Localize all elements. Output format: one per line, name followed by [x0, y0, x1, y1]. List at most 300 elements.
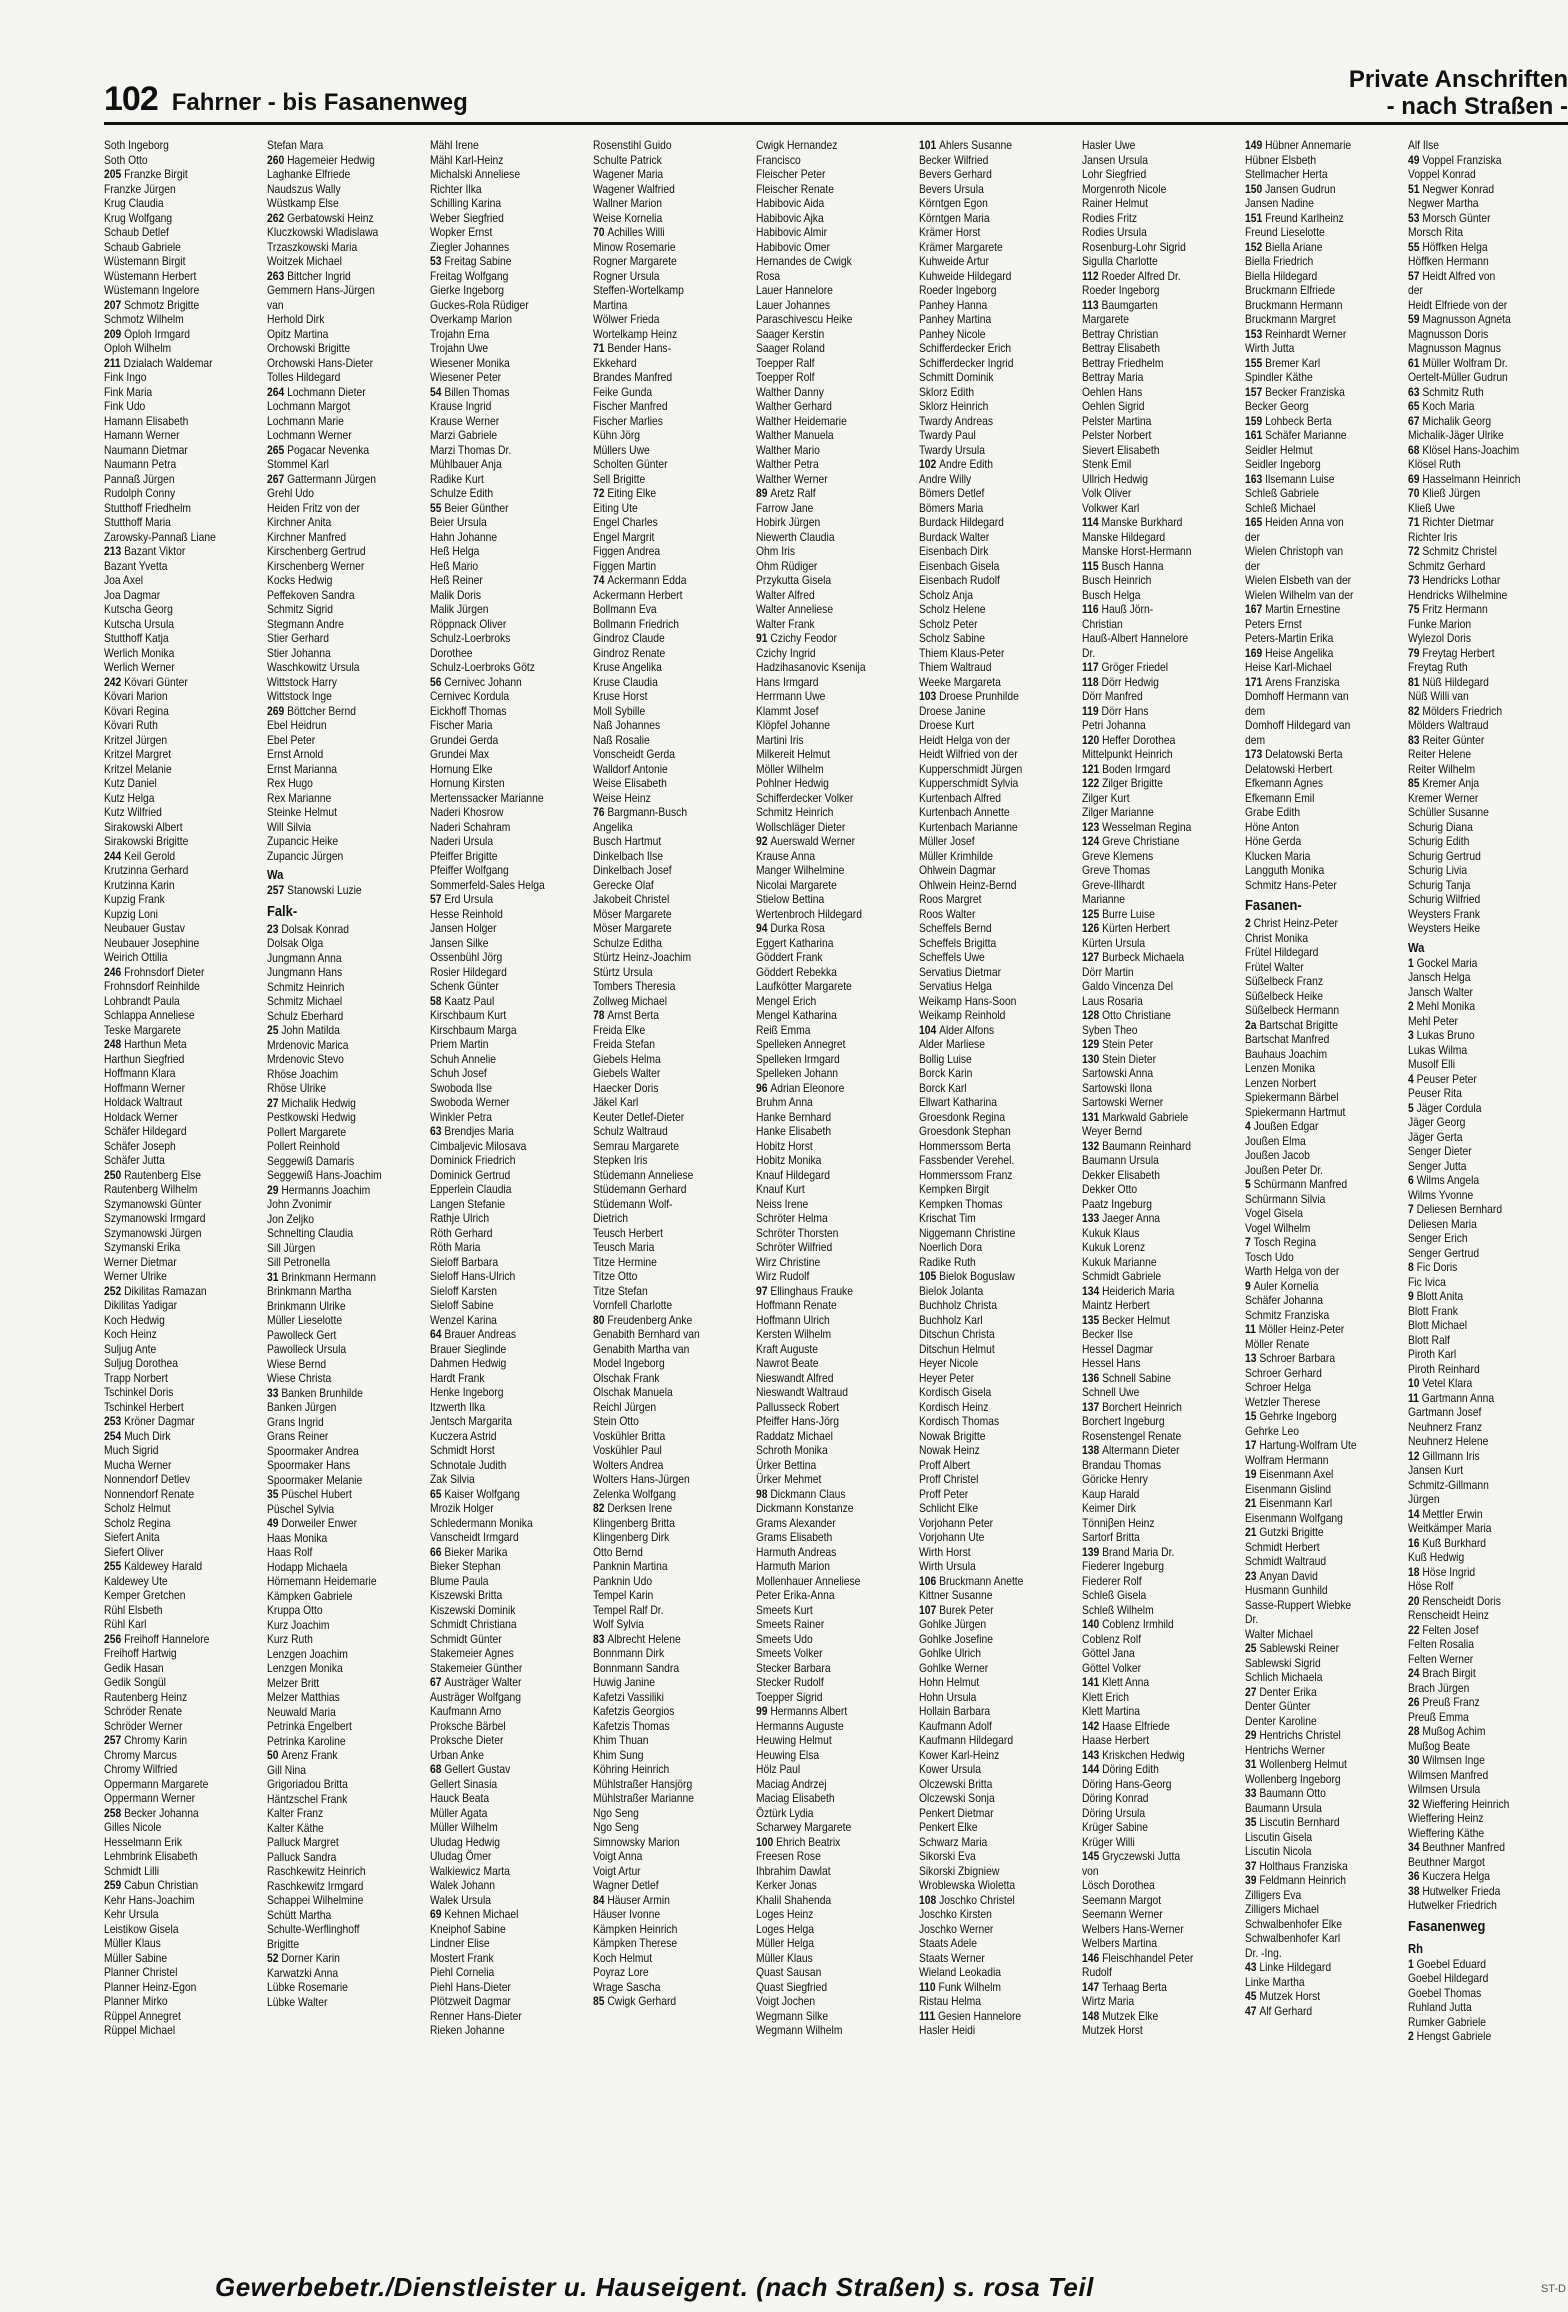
- resident-name: Rautenberg Wilhelm: [104, 1182, 198, 1196]
- resident-name: Wroblewska Wioletta: [919, 1878, 1016, 1892]
- directory-column: [593, 138, 733, 2260]
- resident-name: Freund Karlheinz: [1265, 210, 1344, 225]
- resident-name: Schürmann Manfred: [1253, 1177, 1348, 1191]
- resident-entry: [430, 1646, 570, 1661]
- resident-entry: [104, 559, 244, 574]
- resident-name: Peffekoven Sandra: [267, 587, 355, 602]
- section-heading-line2: - nach Straßen -: [1386, 93, 1568, 120]
- resident-entry: [1408, 834, 1518, 849]
- resident-name: Seggewiß Damaris: [267, 1153, 355, 1168]
- resident-name: Jentsch Margarita: [430, 1414, 513, 1428]
- resident-entry: [104, 457, 244, 472]
- resident-name: Schäfer Johanna: [1245, 1293, 1324, 1307]
- resident-name: Liscutin Gisela: [1245, 1829, 1313, 1844]
- resident-entry: [593, 878, 733, 893]
- resident-entry: [756, 1211, 896, 1226]
- resident-name: Knauf Kurt: [756, 1182, 805, 1196]
- resident-entry: [593, 646, 733, 661]
- resident-entry: [267, 1212, 407, 1227]
- resident-name: Wylezol Doris: [1408, 631, 1471, 645]
- resident-entry: [1082, 573, 1222, 588]
- resident-entry: [1082, 1762, 1222, 1777]
- resident-entry: [430, 965, 570, 980]
- resident-entry: [430, 1806, 570, 1821]
- resident-entry: [756, 457, 896, 472]
- resident-name: Heise Angelika: [1265, 645, 1334, 660]
- resident-entry: [1082, 341, 1222, 356]
- resident-name: Kordisch Heinz: [919, 1399, 989, 1414]
- resident-entry: [919, 370, 1059, 385]
- resident-entry: [756, 849, 896, 864]
- resident-name: Blott Frank: [1408, 1303, 1458, 1318]
- resident-name: Stier Johanna: [267, 645, 331, 660]
- house-number: 104: [919, 1022, 940, 1037]
- house-number: 31: [1245, 1757, 1260, 1771]
- resident-name: Stecker Rudolf: [756, 1675, 824, 1689]
- resident-entry: [1082, 298, 1222, 313]
- resident-name: Saager Kerstin: [756, 326, 825, 341]
- resident-name: Kritzel Melanie: [104, 761, 172, 776]
- resident-entry: [104, 1603, 244, 1618]
- resident-name: Proksche Bärbel: [430, 1718, 506, 1733]
- resident-entry: [1408, 1420, 1518, 1435]
- resident-name: Schmitz Michael: [267, 994, 343, 1008]
- resident-entry: [756, 1313, 896, 1328]
- resident-name: Fassbender Verehel.: [919, 1153, 1015, 1167]
- house-number: 49: [1408, 152, 1423, 167]
- resident-name: Sartowski Ilona: [1082, 1080, 1152, 1095]
- resident-entry: [1082, 1400, 1222, 1415]
- resident-entry: [919, 1037, 1059, 1052]
- resident-entry: [1245, 559, 1385, 574]
- house-number: 138: [1082, 1443, 1103, 1457]
- resident-name: Brauer Andreas: [444, 1327, 517, 1341]
- resident-name: Wilms Yvonne: [1408, 1187, 1474, 1202]
- resident-name: Maciag Elisabeth: [756, 1791, 835, 1805]
- resident-entry: [1245, 1873, 1385, 1888]
- resident-name: Swoboda Werner: [430, 1095, 510, 1109]
- resident-name: Kluczkowski Wladislawa: [267, 225, 379, 239]
- resident-entry: [593, 1878, 733, 1893]
- resident-name: Otto Bernd: [593, 1544, 643, 1559]
- resident-entry: [756, 1356, 896, 1371]
- resident-name: Giebels Walter: [593, 1066, 661, 1080]
- resident-name: Orchowski Hans-Dieter: [267, 355, 374, 370]
- resident-entry: [1408, 501, 1518, 516]
- resident-name: Domhoff Hildegard van: [1245, 718, 1351, 732]
- resident-name: Brinkmann Martha: [267, 1284, 352, 1298]
- resident-entry: [267, 1821, 407, 1836]
- resident-name: Lauer Hannelore: [756, 283, 833, 297]
- house-number: 57: [1408, 268, 1423, 283]
- resident-entry: [919, 1791, 1059, 1806]
- resident-name: Walther Petra: [756, 457, 819, 471]
- resident-name: Steinke Helmut: [267, 805, 337, 819]
- resident-name: Laus Rosaria: [1082, 993, 1143, 1008]
- resident-entry: [267, 399, 407, 414]
- resident-entry: [919, 1878, 1059, 1893]
- resident-entry: [593, 1632, 733, 1647]
- resident-entry: [430, 631, 570, 646]
- resident-name: Zilligers Michael: [1245, 1902, 1319, 1916]
- resident-entry: [1408, 1971, 1518, 1986]
- house-number: 100: [756, 1834, 777, 1849]
- resident-entry: [919, 994, 1059, 1009]
- resident-entry: [1082, 1197, 1222, 1212]
- resident-name: Bielok Jolanta: [919, 1283, 984, 1298]
- resident-name: Hohn Helmut: [919, 1675, 980, 1689]
- house-number: 122: [1082, 776, 1103, 790]
- resident-entry: [267, 1937, 407, 1952]
- resident-entry: [1245, 1830, 1385, 1845]
- resident-entry: [756, 1037, 896, 1052]
- resident-entry: [430, 1023, 570, 1038]
- resident-entry: [267, 1009, 407, 1024]
- resident-name: der: [1408, 283, 1423, 297]
- resident-entry: [1245, 631, 1385, 646]
- resident-entry: [267, 1328, 407, 1343]
- resident-entry: [430, 1356, 570, 1371]
- resident-name: von: [1082, 1863, 1099, 1878]
- resident-entry: [430, 1762, 570, 1777]
- resident-entry: [919, 486, 1059, 501]
- resident-name: Freihoff Hartwig: [104, 1646, 177, 1660]
- resident-entry: [1245, 1250, 1385, 1265]
- resident-name: Röth Gerhard: [430, 1225, 493, 1240]
- resident-entry: [593, 1066, 733, 1081]
- resident-name: Bittcher Ingrid: [287, 268, 351, 283]
- resident-name: Oploh Irmgard: [124, 326, 191, 341]
- resident-entry: [430, 312, 570, 327]
- house-number: 119: [1082, 703, 1102, 718]
- resident-name: Morsch Rita: [1408, 225, 1464, 239]
- resident-entry: [430, 283, 570, 298]
- resident-entry: [593, 1893, 733, 1908]
- resident-entry: [593, 631, 733, 646]
- resident-entry: [1245, 878, 1385, 893]
- resident-name: Scholz Helene: [919, 602, 986, 616]
- resident-entry: [1245, 945, 1385, 960]
- resident-name: Kließ Jürgen: [1422, 486, 1481, 500]
- house-number: 115: [1082, 558, 1102, 573]
- resident-name: Lohr Siegfried: [1082, 167, 1147, 181]
- resident-name: Kupperschmidt Jürgen: [919, 761, 1023, 776]
- page-title: Fahrner - bis Fasanenweg: [171, 89, 468, 116]
- resident-entry: [919, 805, 1059, 820]
- resident-entry: [756, 1153, 896, 1168]
- resident-entry: [267, 414, 407, 429]
- resident-entry: [267, 617, 407, 632]
- resident-entry: [267, 1313, 407, 1328]
- resident-entry: [593, 791, 733, 806]
- resident-entry: [919, 211, 1059, 226]
- resident-name: Grehl Udo: [267, 486, 315, 500]
- resident-name: Eisenbach Rudolf: [919, 573, 1000, 587]
- resident-entry: [1245, 675, 1385, 690]
- resident-name: Baumann Reinhard: [1102, 1138, 1192, 1153]
- house-number: 10: [1408, 1376, 1423, 1390]
- resident-entry: [1408, 457, 1518, 472]
- resident-name: Hessel Dagmar: [1082, 1341, 1154, 1356]
- resident-entry: [1408, 1608, 1518, 1623]
- resident-name: Dörr Manfred: [1082, 689, 1143, 703]
- resident-name: Rosenstihl Guido: [593, 138, 672, 152]
- resident-name: Petri Johanna: [1082, 718, 1146, 732]
- resident-entry: [919, 443, 1059, 458]
- resident-name: Wolters Andrea: [593, 1457, 664, 1472]
- resident-entry: [919, 1675, 1059, 1690]
- resident-entry: [267, 820, 407, 835]
- resident-entry: [919, 283, 1059, 298]
- resident-entry: [430, 1284, 570, 1299]
- resident-name: Jon Zeljko: [267, 1211, 315, 1226]
- resident-entry: [267, 1763, 407, 1778]
- resident-entry: [593, 182, 733, 197]
- house-number: 91: [756, 631, 771, 645]
- resident-name: Priem Martin: [430, 1037, 489, 1051]
- resident-name: Keuter Detlef-Dieter: [593, 1109, 685, 1124]
- resident-name: Oploh Wilhelm: [104, 341, 172, 355]
- resident-entry: [267, 138, 407, 153]
- resident-name: Gillmann Iris: [1422, 1448, 1480, 1463]
- resident-name: Dominick Friedrich: [430, 1153, 516, 1167]
- resident-name: Sigulla Charlotte: [1082, 254, 1158, 268]
- house-number: 55: [1408, 239, 1423, 254]
- resident-name: Grans Reiner: [267, 1429, 329, 1443]
- resident-entry: [1082, 1980, 1222, 1995]
- resident-name: Jansch Helga: [1408, 970, 1471, 984]
- resident-entry: [1245, 254, 1385, 269]
- resident-entry: [756, 399, 896, 414]
- resident-entry: [1408, 660, 1518, 675]
- resident-entry: [1082, 602, 1222, 617]
- resident-name: Spelleken Irmgard: [756, 1051, 840, 1066]
- resident-entry: [1082, 776, 1222, 791]
- resident-name: Kruse Claudia: [593, 674, 658, 689]
- resident-entry: [1408, 1275, 1518, 1290]
- resident-name: Bruckmann Hermann: [1245, 297, 1343, 312]
- resident-entry: [104, 878, 244, 893]
- resident-name: Rühl Elsbeth: [104, 1602, 163, 1617]
- house-number: 254: [104, 1428, 125, 1443]
- resident-entry: [267, 1081, 407, 1096]
- resident-name: Beier Günther: [444, 500, 509, 515]
- resident-name: Thiem Waltraud: [919, 660, 992, 674]
- resident-entry: [104, 1052, 244, 1067]
- resident-name: Droese Kurt: [919, 718, 975, 732]
- resident-entry: [919, 1197, 1059, 1212]
- resident-entry: [919, 472, 1059, 487]
- resident-entry: [1245, 414, 1385, 429]
- resident-name: Freytag Ruth: [1408, 660, 1468, 674]
- resident-entry: [104, 646, 244, 661]
- resident-name: Trojahn Erna: [430, 326, 490, 341]
- resident-name: Schurig Gertrud: [1408, 848, 1481, 863]
- resident-entry: [919, 1313, 1059, 1328]
- resident-name: Twardy Paul: [919, 428, 976, 442]
- resident-name: Mühlbauer Anja: [430, 457, 502, 471]
- resident-name: Magnusson Agneta: [1422, 312, 1511, 326]
- resident-entry: [104, 631, 244, 646]
- resident-entry: [430, 1516, 570, 1531]
- resident-name: Lösch Dorothea: [1082, 1878, 1155, 1892]
- resident-entry: [593, 588, 733, 603]
- resident-entry: [1408, 1666, 1518, 1681]
- resident-name: Dolsak Konrad: [281, 921, 350, 936]
- resident-name: Vogel Gisela: [1245, 1206, 1303, 1220]
- resident-name: Maintz Herbert: [1082, 1298, 1150, 1312]
- resident-entry: [1408, 878, 1518, 893]
- resident-entry: [1408, 1391, 1518, 1406]
- resident-name: Herrmann Uwe: [756, 689, 826, 703]
- resident-entry: [756, 1791, 896, 1806]
- resident-name: Durka Rosa: [770, 921, 825, 935]
- resident-name: Voigt Artur: [593, 1863, 641, 1878]
- resident-name: Naderi Schahram: [430, 819, 511, 834]
- resident-entry: [1245, 1525, 1385, 1540]
- resident-name: Heiderich Maria: [1102, 1283, 1175, 1298]
- resident-name: Müller Wolfram Dr.: [1422, 355, 1508, 370]
- resident-name: Deliesen Maria: [1408, 1216, 1477, 1231]
- resident-entry: [430, 298, 570, 313]
- resident-name: Voppel Konrad: [1408, 167, 1476, 181]
- resident-name: Zilger Marianne: [1082, 805, 1154, 819]
- resident-entry: [1408, 486, 1518, 501]
- resident-name: Farrow Jane: [756, 500, 814, 515]
- resident-entry: [756, 1559, 896, 1574]
- resident-name: Angelika: [593, 819, 633, 834]
- house-number: 5: [1408, 1100, 1417, 1115]
- resident-name: Schurig Diana: [1408, 819, 1473, 834]
- resident-name: Gehrke Ingeborg: [1259, 1409, 1337, 1423]
- resident-entry: [267, 501, 407, 516]
- resident-entry: [756, 2009, 896, 2024]
- resident-name: Schröter Helma: [756, 1211, 828, 1225]
- resident-entry: [593, 617, 733, 632]
- resident-name: Wesselman Regina: [1102, 819, 1192, 834]
- resident-entry: [1408, 559, 1518, 574]
- resident-name: Kaiser Wolfgang: [444, 1486, 520, 1501]
- resident-entry: [430, 863, 570, 878]
- resident-entry: [267, 980, 407, 995]
- house-number: 24: [1408, 1666, 1423, 1680]
- resident-entry: [267, 1342, 407, 1357]
- resident-entry: [1245, 805, 1385, 820]
- resident-entry: [267, 1052, 407, 1067]
- resident-name: Plötzweit Dagmar: [430, 1994, 511, 2008]
- resident-name: Baumann Ursula: [1082, 1153, 1159, 1167]
- resident-name: Krutzinna Gerhard: [104, 863, 189, 877]
- resident-name: Malik Jürgen: [430, 602, 489, 616]
- house-number: 209: [104, 326, 125, 341]
- district-heading: Rh: [1408, 1940, 1423, 1956]
- house-number: 105: [919, 1269, 940, 1283]
- resident-entry: [1082, 1008, 1222, 1023]
- resident-entry: [1408, 1753, 1518, 1768]
- resident-name: Galdo Vincenza Del: [1082, 979, 1174, 993]
- resident-entry: [430, 1197, 570, 1212]
- resident-entry: [267, 1589, 407, 1604]
- house-number: 12: [1408, 1448, 1423, 1463]
- house-number: 3: [1408, 1028, 1417, 1042]
- resident-entry: [593, 1936, 733, 1951]
- house-number: 30: [1408, 1753, 1423, 1767]
- resident-name: Göddert Frank: [756, 950, 823, 964]
- resident-name: Poyraz Lore: [593, 1965, 649, 1979]
- resident-name: Paatz Ingeburg: [1082, 1196, 1153, 1211]
- resident-entry: [267, 1110, 407, 1125]
- resident-name: Wertenbroch Hildegard: [756, 906, 862, 921]
- resident-entry: [430, 704, 570, 719]
- resident-entry: [430, 1864, 570, 1879]
- resident-name: Titze Hermine: [593, 1254, 657, 1269]
- resident-entry: [267, 922, 407, 937]
- resident-name: Wielen Christoph van: [1245, 544, 1344, 558]
- resident-name: Kalter Franz: [267, 1806, 324, 1820]
- resident-entry: [593, 1588, 733, 1603]
- house-number: 70: [1408, 486, 1423, 500]
- resident-name: Droese Janine: [919, 703, 986, 718]
- resident-entry: [593, 225, 733, 240]
- resident-entry: [593, 820, 733, 835]
- resident-name: Szymanowski Irmgard: [104, 1211, 206, 1225]
- house-number: 85: [593, 1994, 608, 2008]
- resident-entry: [430, 805, 570, 820]
- resident-entry: [1245, 1569, 1385, 1584]
- resident-entry: [1082, 1458, 1222, 1473]
- resident-entry: [593, 312, 733, 327]
- resident-name: Stellmacher Herta: [1245, 167, 1328, 181]
- resident-name: Jäkel Karl: [593, 1095, 639, 1109]
- house-number: 68: [430, 1762, 445, 1776]
- resident-entry: [267, 1096, 407, 1111]
- resident-name: Lenzgen Monika: [267, 1661, 343, 1675]
- resident-entry: [104, 776, 244, 791]
- house-number: 23: [267, 921, 282, 936]
- resident-name: Penkert Dietmar: [919, 1805, 994, 1820]
- resident-name: Kürten Herbert: [1102, 921, 1170, 935]
- resident-entry: [430, 1081, 570, 1096]
- resident-name: Krause Werner: [430, 413, 500, 428]
- resident-entry: [430, 1269, 570, 1284]
- resident-entry: [1245, 1714, 1385, 1729]
- resident-name: Gerbatowski Heinz: [287, 210, 374, 225]
- resident-entry: [1408, 863, 1518, 878]
- resident-name: Hobitz Horst: [756, 1138, 813, 1153]
- resident-entry: [104, 1574, 244, 1589]
- resident-name: Altermann Dieter: [1102, 1443, 1180, 1457]
- resident-entry: [1082, 1255, 1222, 1270]
- resident-entry: [593, 718, 733, 733]
- resident-entry: [104, 225, 244, 240]
- resident-entry: [593, 153, 733, 168]
- resident-name: Rainer Helmut: [1082, 196, 1148, 210]
- resident-name: Rieken Johanne: [430, 2023, 505, 2037]
- resident-name: Müllers Uwe: [593, 442, 650, 457]
- resident-entry: [104, 675, 244, 690]
- resident-entry: [919, 1269, 1059, 1284]
- resident-entry: [430, 1168, 570, 1183]
- resident-entry: [593, 689, 733, 704]
- resident-entry: [1245, 1380, 1385, 1395]
- resident-entry: [1245, 269, 1385, 284]
- resident-name: Kurtenbach Marianne: [919, 819, 1018, 834]
- resident-name: Haase Herbert: [1082, 1733, 1150, 1747]
- resident-entry: [1245, 240, 1385, 255]
- resident-entry: [1408, 385, 1518, 400]
- resident-entry: [1245, 1931, 1385, 1946]
- resident-entry: [919, 1240, 1059, 1255]
